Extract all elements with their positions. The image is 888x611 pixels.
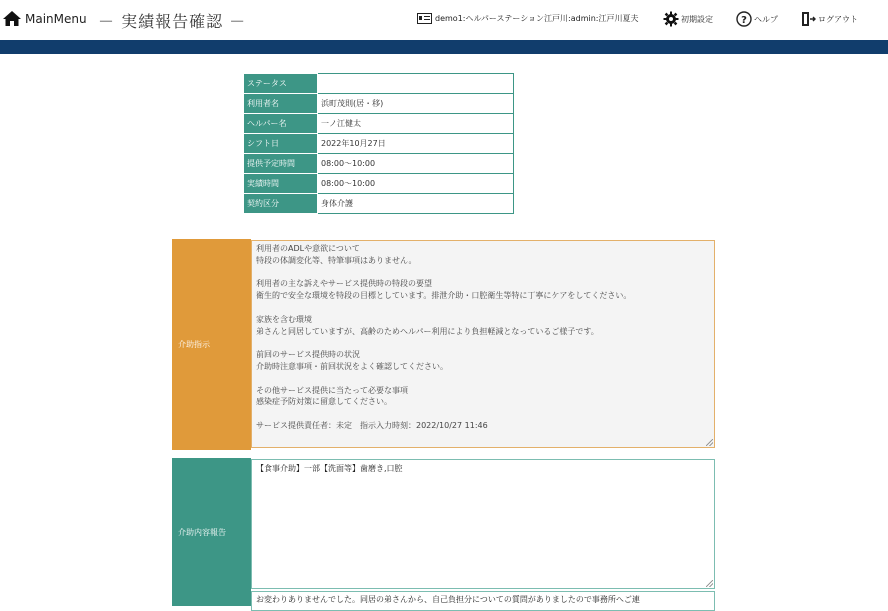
table-row <box>244 94 514 114</box>
row-value: 身体介護 <box>318 194 514 214</box>
gear-icon <box>663 11 679 27</box>
row-value: 2022年10月27日 <box>318 134 514 154</box>
instruction-gap <box>256 373 710 385</box>
home-icon <box>2 10 22 27</box>
row-value <box>318 74 514 94</box>
table-row <box>244 174 514 194</box>
header <box>0 0 888 40</box>
instruction-line: 介助時注意事項・前回状況をよく確認してください。 <box>256 361 448 371</box>
row-value: 一ノ江健太 <box>318 114 514 134</box>
instruction-line: サービス提供責任者：未定 指示入力時刻：2022/10/27 11:46 <box>256 420 488 430</box>
resize-handle[interactable] <box>706 439 713 446</box>
settings-button[interactable] <box>663 11 713 27</box>
instructions-textarea[interactable] <box>251 240 715 448</box>
row-label: ヘルパー名 <box>244 114 318 134</box>
resize-handle[interactable] <box>706 580 713 587</box>
table-row <box>244 194 514 214</box>
page-title: － 実績報告確認 － <box>98 12 247 31</box>
report-content: 【食事介助】一部【洗面等】歯磨き,口腔 <box>256 464 403 473</box>
instructions-section <box>172 239 717 450</box>
instruction-line: 家族を含む環境 <box>256 314 312 324</box>
row-label: 利用者名 <box>244 94 318 114</box>
user-info-text: demo1:ヘルパーステーション江戸川:admin:江戸川夏夫 <box>435 14 639 23</box>
report-section <box>172 458 717 606</box>
table-row <box>244 134 514 154</box>
report-label: 介助内容報告 <box>172 458 251 606</box>
help-button[interactable] <box>736 11 778 27</box>
header-bar <box>0 40 888 54</box>
report-note-textarea[interactable] <box>251 591 715 611</box>
id-card-icon <box>417 13 432 24</box>
table-row <box>244 114 514 134</box>
row-value: 08:00〜10:00 <box>318 174 514 194</box>
row-label: ステータス <box>244 74 318 94</box>
row-label: シフト日 <box>244 134 318 154</box>
row-value: 浜町茂則(居・移) <box>318 94 514 114</box>
instruction-line: 弟さんと同居していますが、高齢のためヘルパー利用により負担軽減となっているご様子です。 <box>256 326 599 336</box>
settings-label: 初期設定 <box>681 14 713 24</box>
report-note: お変わりありませんでした。同居の弟さんから、自己負担分についての質問がありましたので事務所へご連 <box>256 595 640 604</box>
instruction-line: 衛生的で安全な環境を特段の目標としています。排泄介助・口腔衛生等特に丁寧にケアをしてください。 <box>256 291 632 301</box>
instructions-label: 介助指示 <box>172 239 251 450</box>
instruction-line: 利用者のADLや意欲について <box>256 244 360 253</box>
shift-info-table <box>244 73 514 214</box>
help-label: ヘルプ <box>754 14 778 24</box>
instruction-gap <box>256 337 710 349</box>
logout-button[interactable] <box>801 11 858 27</box>
user-info <box>417 13 639 24</box>
help-icon <box>736 11 752 27</box>
table-row <box>244 74 514 94</box>
svg-text:?: ? <box>741 15 747 26</box>
row-label: 実績時間 <box>244 174 318 194</box>
row-label: 提供予定時間 <box>244 154 318 174</box>
instruction-line: 利用者の主な訴えやサービス提供時の特段の要望 <box>256 279 432 289</box>
instruction-gap <box>256 267 710 279</box>
instruction-line: 前回のサービス提供時の状況 <box>256 350 360 360</box>
instruction-gap <box>256 302 710 314</box>
row-value: 08:00〜10:00 <box>318 154 514 174</box>
main-menu-link[interactable] <box>2 10 87 27</box>
logout-label: ログアウト <box>818 14 858 24</box>
instruction-gap <box>256 408 710 420</box>
main-menu-label: MainMenu <box>25 11 87 26</box>
instruction-line: 感染症予防対策に留意してください。 <box>256 397 392 407</box>
logout-icon <box>801 11 816 27</box>
instruction-line: その他サービス提供に当たって必要な事項 <box>256 385 408 395</box>
instruction-line: 特段の体調変化等、特筆事項はありません。 <box>256 255 417 265</box>
table-row <box>244 154 514 174</box>
report-content-textarea[interactable] <box>251 459 715 589</box>
row-label: 契約区分 <box>244 194 318 214</box>
